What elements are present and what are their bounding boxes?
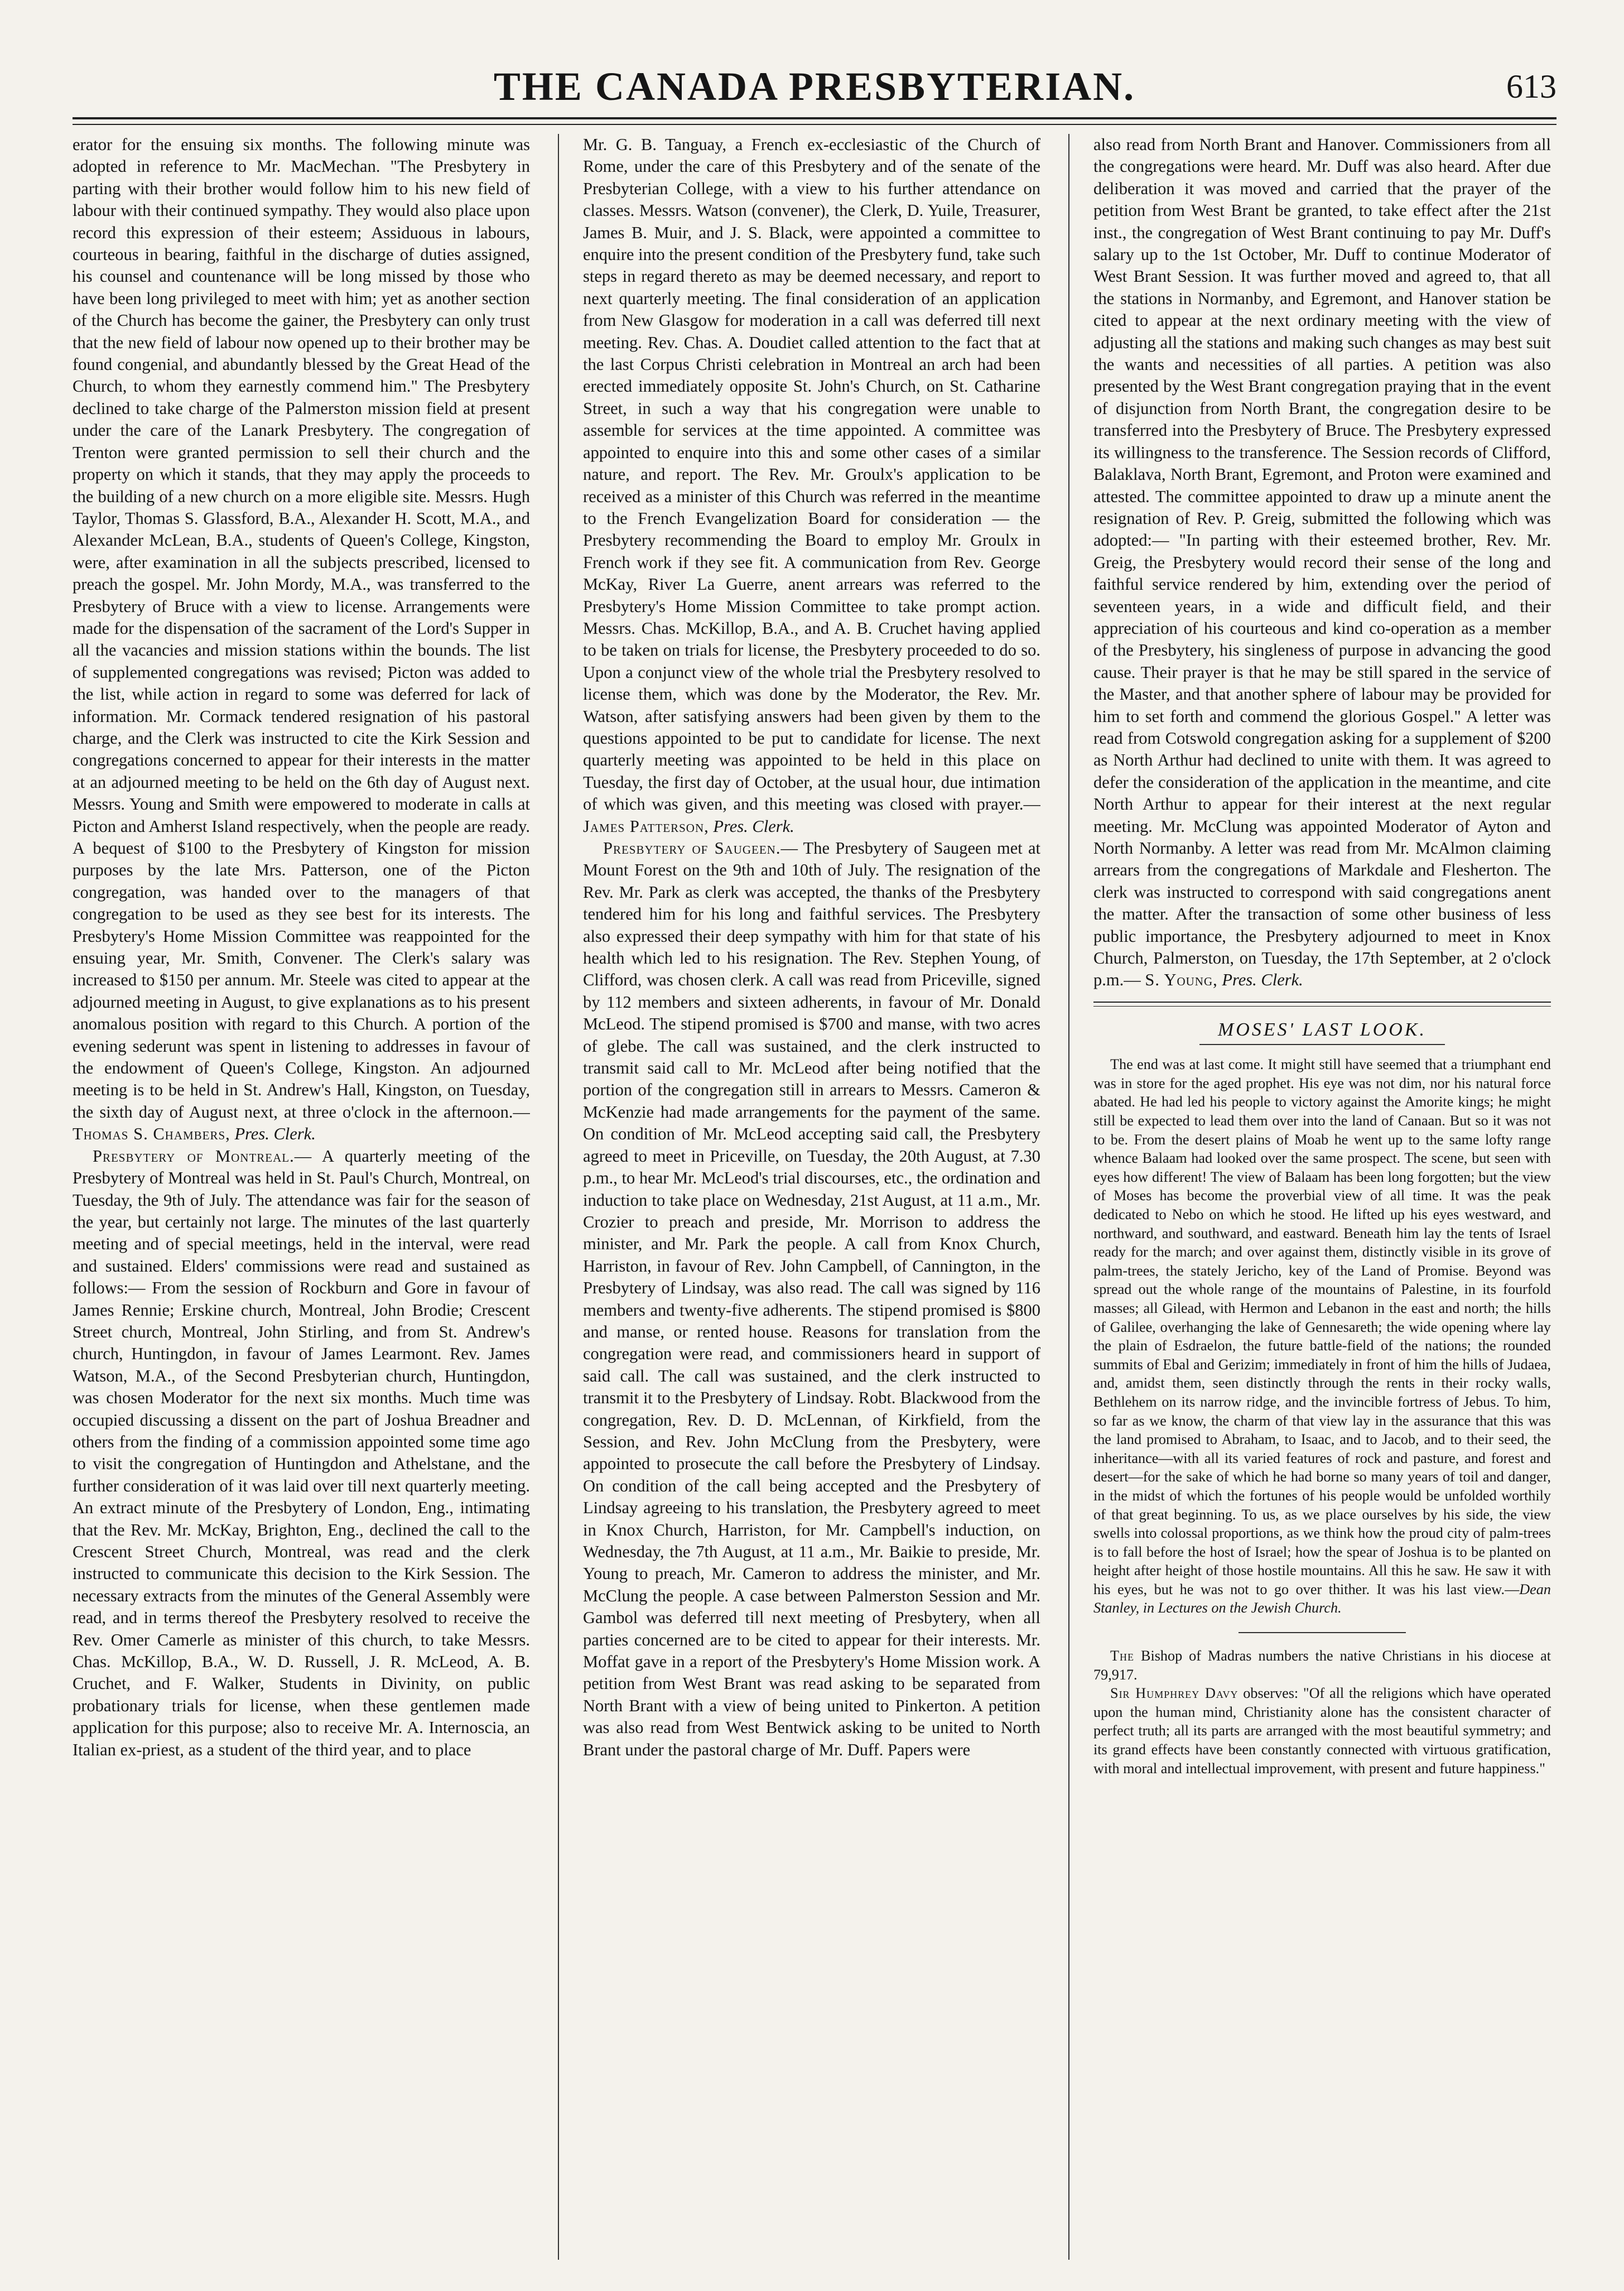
news-note bbox=[1093, 1647, 1551, 1684]
signature-name: Thomas S. Chambers, bbox=[73, 1124, 230, 1144]
news-note bbox=[1093, 1684, 1551, 1778]
column-3 bbox=[1093, 134, 1551, 2271]
publication-title: THE CANADA PRESBYTERIAN. bbox=[493, 64, 1136, 109]
article-title: MOSES' LAST LOOK. bbox=[1217, 1019, 1427, 1040]
article-body-small bbox=[1093, 1055, 1551, 1778]
article-attribution: Dean Stanley, in Lectures on the Jewish Church. bbox=[1093, 1581, 1551, 1616]
paragraph-text: erator for the ensuing six months. The following minute was adopted in reference to Mr. MacMechan. "The Presbytery in parting with their brother would follow him to his new field of labour with their continued sympathy. They would also place upon record this expression of their esteem; Assiduous in labours, courteous in bearing, faithful in the discharge of duties assigned, his counsel and countenance will be long missed by those who have been long privileged to meet with him; yet as another section of the Church has become the gainer, the Presbytery can only trust that the new field of labour now opened up to their brother may be found congenial, and abundantly blessed by the Great Head of the Church, to whom they earnestly commend him." The Presbytery declined to take charge of the Palmerston mission field at present under the care of the Lanark Presbytery. The congregation of Trenton were granted permission to sell their church and the property on which it stands, that they may apply the proceeds to the building of a new church on a more eligible site. Messrs. Hugh Taylor, Thomas S. Glassford, B.A., Alexander H. Scott, M.A., and Alexander McLean, B.A., students of Queen's College, Kingston, were, after examination in all the subjects prescribed, licensed to preach the gospel. Mr. John Mordy, M.A., was transferred to the Presbytery of Bruce with a view to license. Arrangements were made for the dispensation of the sacrament of the Lord's Supper in all the vacancies and mission stations within the bounds. The list of supplemented congregations was revised; Picton was added to the list, while action in regard to some was deferred for lack of information. Mr. Cormack tendered resignation of his pastoral charge, and the Clerk was instructed to cite the Kirk Session and congregations concerned to appear for their interests in the matter at an adjourned meeting to be held on the 6th day of August next. Messrs. Young and Smith were empowered to moderate in calls at Picton and Amherst Island respectively, when the people are ready. A bequest of $100 to the Presbytery of Kingston for mission purposes by the late Mrs. Patterson, one of the Picton congregation, was handed over to the managers of that congregation to be used as they see best for its interests. The Presbytery's Home Mission Committee was reappointed for the ensuing year, Mr. Smith, Convener. The Clerk's salary was increased to $150 per annum. Mr. Steele was cited to appear at the adjourned meeting in August, to give explanations as to his present anomalous position with regard to this Church. A portion of the evening sederunt was spent in listening to addresses in favour of the endowment of Queen's College, Kingston. An adjourned meeting is to be held in St. Andrew's Hall, Kingston, on Tuesday, the sixth day of August next, at three o'clock in the afternoon.— bbox=[73, 135, 530, 1122]
article-paragraph bbox=[73, 134, 530, 1146]
note-lead: The bbox=[1110, 1648, 1134, 1664]
section-heading: Presbytery of Saugeen. bbox=[603, 839, 781, 858]
section-divider bbox=[1093, 1002, 1551, 1003]
header-rule-thin bbox=[73, 124, 1556, 125]
header-rule bbox=[73, 117, 1556, 119]
column-divider bbox=[1068, 134, 1069, 2260]
section-divider-thin bbox=[1093, 1006, 1551, 1007]
paragraph-text: also read from North Brant and Hanover. Commissioners from all the congregations were heard. Mr. Duff was also heard. After due deliberation it was moved and carried that the prayer of the petition from West Brant be granted, to take effect after the 21st inst., the congregation of West Brant continuing to pay Mr. Duff's salary up to the 1st October, Mr. Duff to continue Moderator of West Brant Session. It was further moved and agreed to, that all the stations in Normanby, and Egremont, and Hanover station be cited to appear at the next ordinary meeting with the view of adjusting all the stations and making such changes as may best suit the wants and necessities of all parties. A petition was also presented by the West Brant congregation praying that in the event of disjunction from North Brant, the congregation desire to be transferred into the Presbytery of Bruce. The Presbytery expressed its willingness to the transference. The Session records of Clifford, Balaklava, North Brant, Egremont, and Proton were examined and attested. The committee appointed to draw up a minute anent the resignation of Rev. P. Greig, submitted the following which was adopted:— "In parting with their esteemed brother, Rev. Mr. Greig, the Presbytery would record their sense of the long and faithful service rendered by him, extending over the period of seventeen years, in a wide and difficult field, and their appreciation of his courteous and kind co-operation as a member of the Presbytery, his singleness of purpose in advancing the good cause. Their prayer is that he may be still spared in the service of the Master, and that another sphere of labour may be provided for him to set forth and commend the glorious Gospel." A letter was read from Cotswold congregation asking for a supplement of $200 as North Arthur had declined to unite with them. It was agreed to defer the consideration of the application in the meantime, and cite North Arthur to appear for their interest at the next regular meeting. Mr. McClung was appointed Moderator of Ayton and North Normanby. A letter was read from Mr. McAlmon claiming arrears from the congregations of Markdale and Flesherton. The clerk was instructed to correspond with said congregations anent the matter. After the transaction of some other business of less public importance, the Presbytery adjourned to meet in Knox Church, Palmerston, on Tuesday, the 17th September, at 2 o'clock p.m.— bbox=[1093, 135, 1551, 990]
column-1 bbox=[73, 134, 530, 2271]
note-text: observes: "Of all the religions which have operated upon the human mind, Christianity alone has the consistent character of perfect truth; all its parts are arranged with the most beautiful symmetry; and its grand effects have been constantly connected with virtuous gratification, with moral and intellectual improvement, with present and future happiness." bbox=[1093, 1685, 1551, 1777]
signature-name: S. Young, bbox=[1145, 970, 1218, 990]
note-lead: Sir Humphrey Davy bbox=[1110, 1685, 1239, 1702]
article-paragraph bbox=[583, 838, 1040, 1761]
title-underline bbox=[1199, 1044, 1445, 1045]
paragraph-text: — The Presbytery of Saugeen met at Mount Forest on the 9th and 10th of July. The resignation of the Rev. Mr. Park as clerk was accepted, the thanks of the Presbytery tendered him for his long and faithful services. The Presbytery also expressed their deep sympathy with him for that state of his health which led to his resignation. The Rev. Stephen Young, of Clifford, was chosen clerk. A call was read from Priceville, signed by 112 members and sixteen adherents, in favour of Mr. Donald McLeod. The stipend promised is $700 and manse, with two acres of glebe. The call was sustained, and the clerk instructed to transmit said call to Mr. McLeod after being notified that the portion of the congregation still in arrears to Messrs. Cameron & McKenzie had made arrangements for the payment of the same. On condition of Mr. McLeod accepting said call, the Presbytery agreed to meet in Priceville, on Tuesday, the 20th August, at 7.30 p.m., to hear Mr. McLeod's trial discourses, etc., the ordination and induction to take place on Wednesday, 21st August, at 11 a.m., Mr. Crozier to preach and preside, Mr. Morrison to address the minister, and Mr. Park the people. A call from Knox Church, Harriston, in favour of Rev. John Campbell, of Cannington, in the Presbytery of Lindsay, was also read. The call was signed by 116 members and twenty-five adherents. The stipend promised is $800 and manse, or rented house. Reasons for translation from the congregation were read, and commissioners heard in support of said call. The call was sustained, and the clerk instructed to transmit it to the Presbytery of Lindsay. Robt. Blackwood from the congregation, Rev. D. D. McLennan, of Kirkfield, from the Session, and Rev. John McClung from the Presbytery, were appointed to prosecute the call before the Presbytery of Lindsay. On condition of the call being accepted and the Presbytery of Lindsay agreeing to his translation, the Presbytery agreed to meet in Knox Church, Harriston, for Mr. Campbell's induction, on Wednesday, the 7th August, at 11 a.m., Mr. Baikie to preside, Mr. Young to preach, Mr. Cameron to address the minister, and Mr. McClung the people. A case between Palmerston Session and Mr. Gambol was deferred till next meeting of Presbytery, when all parties concerned are to be cited to appear for their interests. Mr. Moffat gave in a report of the Presbytery's Home Mission work. A petition from West Brant was read asking to be separated from North Brant with a view of being united to Pinkerton. A petition was also read from West Bentwick asking to be united to North Brant under the pastoral charge of Mr. Duff. Papers were bbox=[583, 839, 1040, 1759]
paragraph-text: The end was at last come. It might still have seemed that a triumphant end was in store for the aged prophet. His eye was not dim, nor his natural force abated. He had led his people to victory against the Amorite kings; he might still be expected to lead them over into the land of Canaan. But so it was not to be. From the desert plains of Moab he went up to the same lofty range whence Balaam had looked over the same prospect. The scene, but seen with eyes how different! The view of Balaam has been long forgotten; but the view of Moses has become the proverbial view of all time. It was the peak dedicated to Nebo on which he stood. He lifted up his eyes westward, and northward, and southward, and eastward. Beneath him lay the tents of Israel ready for the march; and over against them, distinctly visible in its grove of palm-trees, the stately Jericho, key of the Land of Promise. Beyond was spread out the whole range of the mountains of Palestine, in its fourfold masses; all Gilead, with Hermon and Lebanon in the east and north; the hills of Galilee, overhanging the lake of Gennesareth; the wide opening where lay the plain of Esdraelon, the future battle-field of the nations; the rounded summits of Ebal and Gerizim; immediately in front of him the hills of Judaea, and, amidst them, seen distinctly through the rents in their rocky walls, Bethlehem on its narrow ridge, and the invincible fortress of Jebus. To him, so far as we know, the charm of that view lay in the assurance that this was the land promised to Abraham, to Isaac, and to Jacob, and to their seed, the inheritance—with all its varied features of rock and pasture, and forest and desert—for the sake of which he had borne so many years of toil and danger, in the midst of which the fortunes of his people would be unfolded worthily of that great beginning. To us, as we place ourselves by his side, the view swells into colossal proportions, as we think how the proud city of palm-trees is to fall before the host of Israel; how the spear of Joshua is to be planted on height after height of those hostile mountains. All this he saw. He saw it with his eyes, but he was not to go over thither. It was his last view.— bbox=[1093, 1056, 1551, 1597]
signature-title: Pres. Clerk. bbox=[1222, 970, 1303, 990]
section-divider bbox=[1239, 1632, 1406, 1633]
article-paragraph bbox=[1093, 1055, 1551, 1618]
signature-name: James Patterson, bbox=[583, 816, 709, 836]
masthead bbox=[73, 61, 1556, 112]
signature-title: Pres. Clerk. bbox=[713, 816, 794, 836]
page-number: 613 bbox=[1506, 68, 1556, 105]
section-heading: Presbytery of Montreal. bbox=[93, 1146, 295, 1166]
article-paragraph bbox=[1093, 134, 1551, 992]
paragraph-text: Mr. G. B. Tanguay, a French ex-ecclesiastic of the Church of Rome, under the care of this Presbytery and of the senate of the Presbyterian College, with a view to his further attendance on classes. Messrs. Watson (convener), the Clerk, D. Yuile, Treasurer, James B. Muir, and J. S. Black, were appointed a committee to enquire into the present condition of the Presbytery fund, take such steps in regard thereto as may be deemed necessary, and report to next quarterly meeting. The final consideration of an application from New Glasgow for moderation in a call was deferred till next meeting. Rev. Chas. A. Doudiet called attention to the fact that at the last Corpus Christi celebration in Montreal an arch had been erected immediately opposite St. John's Church, on St. Catharine Street, in such a way that his congregation were unable to assemble for services at the time appointed. A committee was appointed to enquire into this and some other cases of a similar nature, and report. The Rev. Mr. Groulx's application to be received as a minister of this Church was referred in the meantime to the French Evangelization Board for consideration — the Presbytery recommending the Board to employ Mr. Groulx in French work if they see fit. A communication from Rev. George McKay, River La Guerre, anent arrears was referred to the Presbytery's Home Mission Committee to take prompt action. Messrs. Chas. McKillop, B.A., and A. B. Cruchet having applied to be taken on trials for license, the Presbytery proceeded to do so. Upon a conjunct view of the whole trial the Presbytery resolved to license them, which was done by the Moderator, the Rev. Mr. Watson, after satisfying answers had been given by them to the questions appointed to be put to candidate for license. The next quarterly meeting was appointed to be held in this place on Tuesday, the first day of October, at the usual hour, due intimation of which was given, and this meeting was closed with prayer.— bbox=[583, 135, 1040, 814]
paragraph-text: — A quarterly meeting of the Presbytery of Montreal was held in St. Paul's Church, Montreal, on Tuesday, the 9th of July. The attendance was fair for the season of the year, but certainly not large. The minutes of the last quarterly meeting and of special meetings, held in the interval, were read and sustained. Elders' commissions were read and sustained as follows:— From the session of Rockburn and Gore in favour of James Rennie; Erskine church, Montreal, John Brodie; Crescent Street church, Montreal, John Stirling, and from St. Andrew's church, Huntingdon, in favour of James Learmont. Rev. James Watson, M.A., of the Second Presbyterian church, Huntingdon, was chosen Moderator for the next six months. Much time was occupied discussing a dissent on the part of Joshua Breadner and others from the finding of a commission appointed some time ago to visit the congregation of Huntingdon and Athelstane, and the further consideration of it was laid over till next quarterly meeting. An extract minute of the Presbytery of London, Eng., intimating that the Rev. Mr. McKay, Brighton, Eng., declined the call to the Crescent Street Church, Montreal, was read and the clerk instructed to communicate this decision to the Kirk Session. The necessary extracts from the minutes of the General Assembly were read, and in terms thereof the Presbytery resolved to receive the Rev. Omer Camerle as minister of this church, to take Messrs. Chas. McKillop, B.A., W. D. Russell, J. R. McLeod, A. B. Cruchet, and F. Walker, Students in Divinity, on public probationary trials for license, when these gentlemen made application for this purpose; also to receive Mr. A. Internoscia, an Italian ex-priest, as a student of the third year, and to place bbox=[73, 1146, 530, 1759]
note-text: Bishop of Madras numbers the native Christians in his diocese at 79,917. bbox=[1093, 1648, 1551, 1683]
column-divider bbox=[558, 134, 559, 2260]
column-2 bbox=[583, 134, 1040, 2271]
article-paragraph bbox=[73, 1146, 530, 1761]
signature-title: Pres. Clerk. bbox=[234, 1124, 316, 1144]
article-paragraph bbox=[583, 134, 1040, 838]
